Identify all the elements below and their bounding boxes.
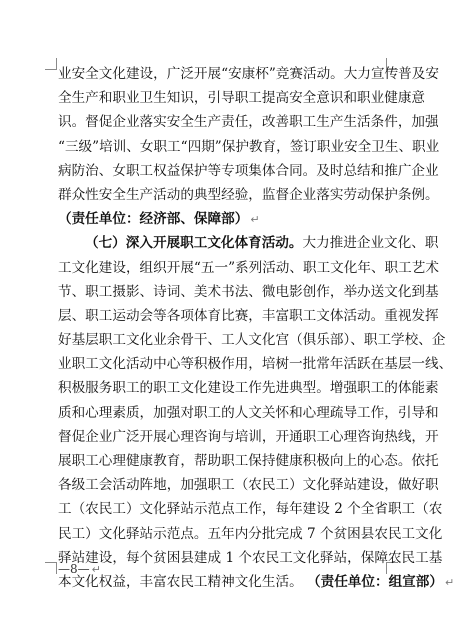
- responsibility-note: （责任单位：组宣部）: [307, 573, 443, 590]
- paragraph-mark-icon: ↵: [91, 563, 101, 576]
- text-line: 层、职工运动会等各项体育比赛，丰富职工文体活动。重视发挥: [58, 307, 439, 324]
- text-line: 督促企业广泛开展心理咨询与培训，开通职工心理咨询热线，开: [58, 428, 439, 445]
- text-line: 识。督促企业落实安全生产责任，改善职工生产生活条件，加强: [58, 114, 439, 131]
- text-line: 工文化建设，组织开展“五一”系列活动、职工文化年、职工艺术: [58, 259, 439, 276]
- text-line: 业安全文化建设，广泛开展“安康杯”竞赛活动。大力宣传普及安: [58, 66, 439, 82]
- text-line: 群众性安全生产活动的典型经验，监督企业落实劳动保护条例。: [58, 186, 439, 203]
- text-line: 驿站建设，每个贫困县建成 1 个农民工文化驿站，保障农民工基: [58, 549, 443, 566]
- text-line: 业职工文化活动中心等积极作用，培树一批常年活跃在基层一线、: [58, 356, 453, 373]
- text-line: 民工）文化驿站示范点。五年内分批完成 7 个贫困县农民工文化: [58, 525, 443, 542]
- text-span: 大力推进企业文化、职: [302, 235, 439, 252]
- text-line: [58, 570, 454, 594]
- text-line: 展职工心理健康教育，帮助职工保持健康积极向上的心态。依托: [58, 453, 439, 469]
- text-line: 病防治、女职工权益保护等专项集体合同。及时总结和推广企业: [58, 162, 439, 179]
- responsibility-note: （责任单位：经济部、保障部）: [58, 211, 249, 228]
- text-line: 工（农民工）文化驿站示范点工作，每年建设 2 个全省职工（农: [58, 501, 443, 518]
- page-number: [58, 562, 101, 577]
- text-line: 各级工会活动阵地，加强职工（农民工）文化驿站建设，做好职: [58, 477, 439, 494]
- text-line: 积极服务职工的职工文化建设工作先进典型。增强职工的体能素: [58, 380, 439, 397]
- section-heading: （七）深入开展职工文化体育活动。: [85, 235, 303, 252]
- text-line: 全生产和职业卫生知识，引导职工提高安全意识和职业健康意: [58, 90, 426, 107]
- text-line: 节、职工摄影、诗词、美术书法、微电影创作，举办送文化到基: [58, 283, 439, 300]
- text-line: [58, 207, 388, 231]
- page-number-text: —8—: [58, 562, 90, 576]
- text-line: [58, 231, 439, 255]
- text-line: 好基层职工文化业余骨干、工人文化宫（俱乐部）、职工学校、企: [58, 332, 446, 349]
- paragraph-mark-icon: ↵: [444, 575, 454, 589]
- margin-corner-mark: [45, 58, 57, 70]
- text-span: 本文化权益，丰富农民工精神文化生活。: [58, 573, 303, 590]
- document-body[interactable]: [58, 62, 454, 594]
- text-line: 质和心理素质，加强对职工的人文关怀和心理疏导工作，引导和: [58, 404, 439, 421]
- text-line: “三级”培训、女职工“四期”保护教育，签订职业安全卫生、职业: [58, 138, 440, 155]
- paragraph-mark-icon: ↵: [250, 213, 260, 227]
- margin-corner-mark: [45, 562, 57, 574]
